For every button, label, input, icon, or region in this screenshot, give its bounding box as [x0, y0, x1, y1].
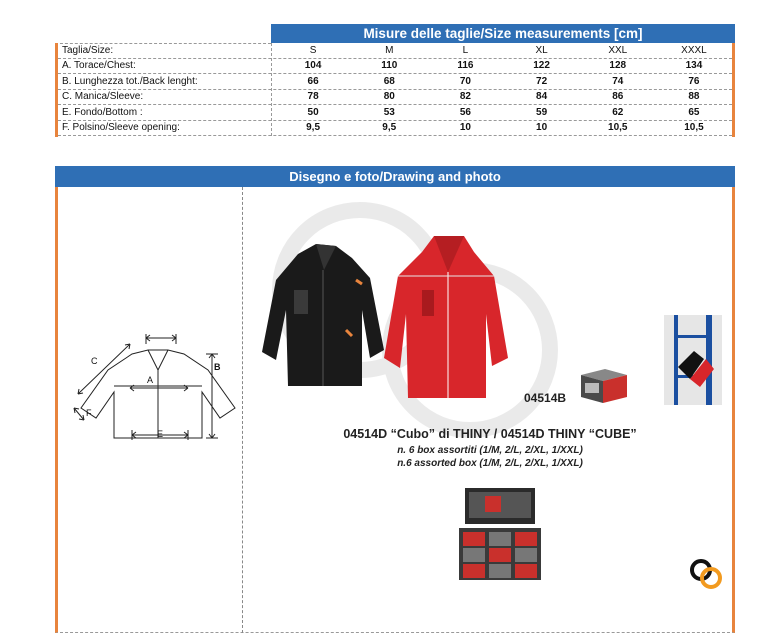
table-row: C. Manica/Sleeve: 78 80 82 84 86 88 [58, 90, 732, 106]
table-row: A. Torace/Chest: 104 110 116 122 128 134 [58, 59, 732, 75]
size-header-label: Taglia/Size: [62, 44, 114, 56]
table-row: F. Polsino/Sleeve opening: 9,5 9,5 10 10 10,5 10,5 [58, 121, 732, 137]
black-jacket-photo [258, 240, 388, 390]
size-col: XXXL [681, 44, 707, 56]
rack-photo [664, 315, 722, 405]
size-table-title: Misure delle taglie/Size measurements [cm] [271, 24, 735, 43]
table-row: B. Lunghezza tot./Back lenght: 66 68 70 72 74 76 [58, 74, 732, 90]
diagram-label-c: C [91, 356, 98, 366]
size-table-header [55, 24, 735, 43]
cube-box-photo [577, 365, 629, 405]
drawing-title: Disegno e foto/Drawing and photo [55, 166, 735, 187]
diagram-label-e: E [157, 429, 164, 439]
size-col: S [309, 44, 317, 56]
size-table [55, 24, 735, 137]
product-caption: 04514D “Cubo” di THINY / 04514D THINY “CUBE” [343, 427, 637, 441]
size-col: L [462, 44, 469, 56]
product-caption-en: n.6 assorted box (1/M, 2/L, 2/XL, 1/XXL) [397, 458, 583, 469]
size-col: M [385, 44, 394, 56]
display-stand-photo [455, 488, 545, 584]
table-row: E. Fondo/Bottom : 50 53 56 59 62 65 [58, 105, 732, 121]
size-table-rows [58, 43, 732, 136]
diagram-label-b: B [214, 362, 221, 372]
size-col: XL [535, 44, 548, 56]
table-header-row [58, 43, 732, 59]
product-code-b: 04514B [524, 391, 567, 405]
product-caption-it: n. 6 box assortiti (1/M, 2/L, 2/XL, 1/XXL) [397, 445, 583, 456]
brand-logo-icon [688, 557, 724, 591]
size-col: XXL [608, 44, 628, 56]
red-jacket-photo [382, 232, 512, 402]
jacket-diagram [70, 330, 240, 445]
diagram-label-f: F [86, 408, 92, 418]
diagram-label-a: A [147, 375, 154, 385]
